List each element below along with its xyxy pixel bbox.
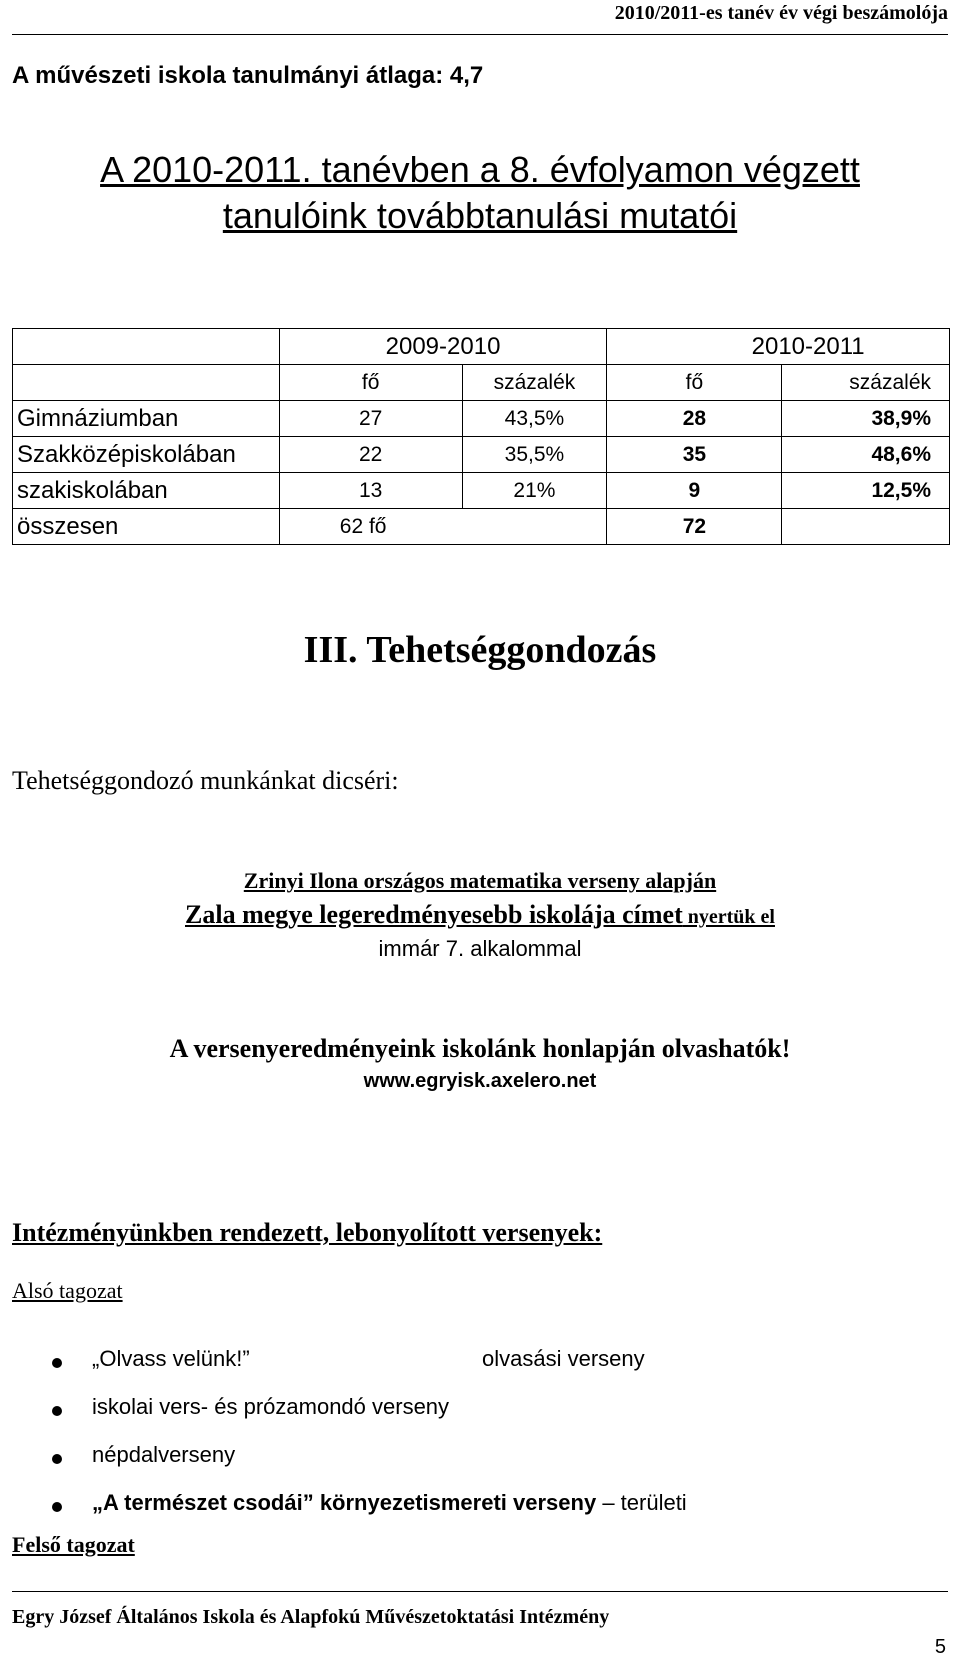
- table-cell: 22: [279, 437, 462, 473]
- list-item: „Olvass velünk!”: [92, 1346, 250, 1371]
- table-row: [13, 437, 950, 473]
- table-row: [13, 365, 950, 401]
- table-cell: 43,5%: [462, 401, 607, 437]
- subheader-cell: fő: [607, 365, 782, 401]
- table-row: [13, 401, 950, 437]
- footer-divider: [12, 1591, 948, 1592]
- zrinyi-line: Zrinyi Ilona országos matematika verseny alapján: [243, 868, 717, 893]
- list-item: iskolai vers- és prózamondó verseny: [92, 1394, 450, 1419]
- zrinyi-award: [0, 900, 960, 930]
- row-label: Szakközépiskolában: [13, 437, 280, 473]
- section-title: III. Tehetséggondozás: [303, 629, 657, 671]
- row-label: összesen: [13, 509, 280, 545]
- row-label: Gimnáziumban: [13, 401, 280, 437]
- award-text: Zala megye legeredményesebb iskolája címet: [185, 900, 683, 929]
- subheader-cell: százalék: [462, 365, 607, 401]
- bullet-icon: [52, 1406, 62, 1416]
- table-row: [13, 473, 950, 509]
- list-item-bold: „A természet csodái” környezetismereti verseny: [92, 1490, 597, 1515]
- page-number: 5: [934, 1636, 946, 1658]
- table-cell: 9: [607, 473, 782, 509]
- praise-label: Tehetséggondozó munkánkat dicséri:: [12, 766, 399, 795]
- table-row: [13, 509, 950, 545]
- bullet-icon: [52, 1358, 62, 1368]
- table-cell: 28: [607, 401, 782, 437]
- art-school-average: A művészeti iskola tanulmányi átlaga: 4,7: [12, 62, 484, 89]
- year-header: 2009-2010: [279, 329, 607, 365]
- further-studies-title-line2: tanulóink továbbtanulási mutatói: [222, 195, 738, 236]
- table-row: [13, 329, 950, 365]
- institution-name: Egry József Általános Iskola és Alapfokú Művészetoktatási Intézmény: [12, 1606, 610, 1628]
- year-header: 2010-2011: [607, 329, 950, 365]
- table-cell: [782, 509, 950, 545]
- table-cell: 27: [279, 401, 462, 437]
- list-item-note: olvasási verseny: [482, 1346, 645, 1371]
- total-cell: 62 fő: [279, 509, 607, 545]
- report-title: 2010/2011-es tanév év végi beszámolója: [614, 2, 948, 24]
- table-corner-cell: [13, 365, 280, 401]
- list-item: népdalverseny: [92, 1442, 236, 1467]
- row-label: szakiskolában: [13, 473, 280, 509]
- subheader-cell: fő: [279, 365, 462, 401]
- bullet-icon: [52, 1502, 62, 1512]
- table-corner-cell: [13, 329, 280, 365]
- upper-grade-label: Felső tagozat: [12, 1532, 135, 1557]
- table-cell: 35,5%: [462, 437, 607, 473]
- lower-grade-label: Alsó tagozat: [12, 1278, 123, 1303]
- list-item: [92, 1490, 687, 1516]
- header-divider: [12, 34, 948, 35]
- further-studies-table: [12, 328, 950, 545]
- zrinyi-count: immár 7. alkalommal: [378, 936, 582, 961]
- list-item-suffix: – területi: [596, 1490, 687, 1515]
- competitions-title: Intézményünkben rendezett, lebonyolított versenyek:: [12, 1218, 603, 1247]
- further-studies-title-line1: A 2010-2011. tanévben a 8. évfolyamon végzett: [100, 149, 860, 190]
- table-cell: 21%: [462, 473, 607, 509]
- table-cell: 12,5%: [782, 473, 950, 509]
- subheader-cell: százalék: [782, 365, 950, 401]
- award-suffix: nyertük el: [682, 906, 775, 928]
- website-link[interactable]: www.egryisk.axelero.net: [363, 1070, 597, 1092]
- table-cell: 38,9%: [782, 401, 950, 437]
- table-cell: 35: [607, 437, 782, 473]
- table-cell: 48,6%: [782, 437, 950, 473]
- bullet-icon: [52, 1454, 62, 1464]
- table-cell: 13: [279, 473, 462, 509]
- results-notice: A versenyeredményeink iskolánk honlapján olvashatók!: [169, 1034, 791, 1063]
- total-cell: 72: [607, 509, 782, 545]
